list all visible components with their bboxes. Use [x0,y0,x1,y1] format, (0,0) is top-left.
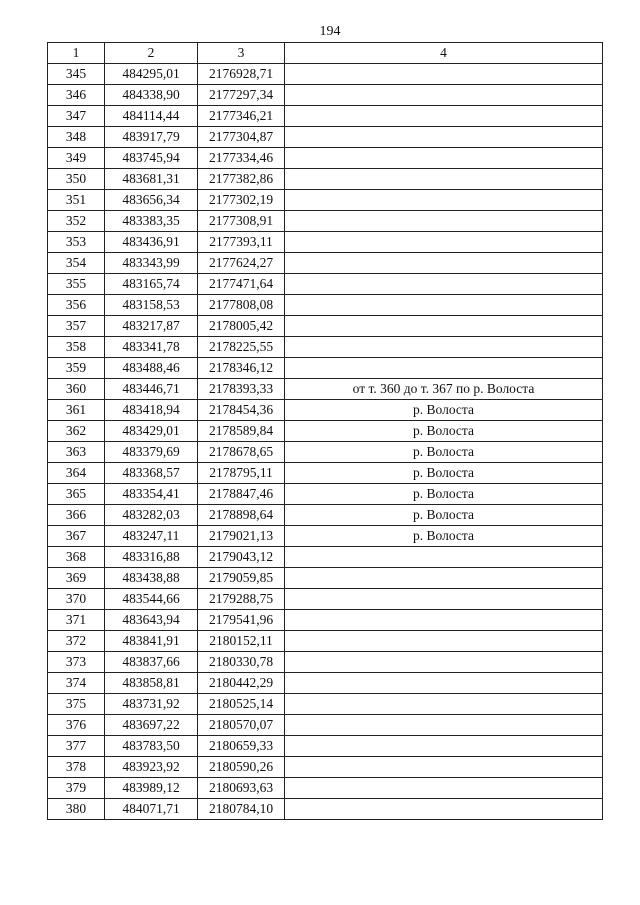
description-cell: р. Волоста [285,505,603,526]
point-number-cell: 368 [48,547,105,568]
x-coordinate-cell: 483247,11 [105,526,198,547]
column-header-point-number: 1 [48,43,105,64]
table-row [48,757,603,778]
description-cell [285,316,603,337]
x-coordinate-cell: 484338,90 [105,85,198,106]
table-row [48,421,603,442]
table-row [48,463,603,484]
x-coordinate-cell: 483368,57 [105,463,198,484]
x-coordinate-cell: 483745,94 [105,148,198,169]
description-cell: р. Волоста [285,421,603,442]
y-coordinate-cell: 2177308,91 [198,211,285,232]
point-number-cell: 367 [48,526,105,547]
point-number-cell: 369 [48,568,105,589]
x-coordinate-cell: 483158,53 [105,295,198,316]
description-cell [285,610,603,631]
table-row [48,526,603,547]
point-number-cell: 360 [48,379,105,400]
column-header-x: 2 [105,43,198,64]
point-number-cell: 373 [48,652,105,673]
description-cell [285,211,603,232]
table-row [48,568,603,589]
description-cell [285,64,603,85]
description-cell [285,715,603,736]
point-number-cell: 370 [48,589,105,610]
x-coordinate-cell: 483316,88 [105,547,198,568]
table-row [48,799,603,820]
x-coordinate-cell: 483429,01 [105,421,198,442]
coordinates-table [47,42,603,820]
y-coordinate-cell: 2180590,26 [198,757,285,778]
x-coordinate-cell: 483643,94 [105,610,198,631]
y-coordinate-cell: 2178346,12 [198,358,285,379]
point-number-cell: 380 [48,799,105,820]
y-coordinate-cell: 2176928,71 [198,64,285,85]
point-number-cell: 358 [48,337,105,358]
table-row [48,316,603,337]
x-coordinate-cell: 483165,74 [105,274,198,295]
description-cell [285,127,603,148]
y-coordinate-cell: 2180693,63 [198,778,285,799]
x-coordinate-cell: 483446,71 [105,379,198,400]
y-coordinate-cell: 2179059,85 [198,568,285,589]
point-number-cell: 354 [48,253,105,274]
description-cell: р. Волоста [285,484,603,505]
y-coordinate-cell: 2177393,11 [198,232,285,253]
table-row [48,232,603,253]
y-coordinate-cell: 2179021,13 [198,526,285,547]
table-row [48,631,603,652]
table-row [48,127,603,148]
x-coordinate-cell: 483282,03 [105,505,198,526]
x-coordinate-cell: 483544,66 [105,589,198,610]
description-cell [285,631,603,652]
table-row [48,484,603,505]
y-coordinate-cell: 2180784,10 [198,799,285,820]
x-coordinate-cell: 483697,22 [105,715,198,736]
point-number-cell: 365 [48,484,105,505]
table-row [48,610,603,631]
description-cell [285,253,603,274]
x-coordinate-cell: 483731,92 [105,694,198,715]
description-cell [285,337,603,358]
y-coordinate-cell: 2178005,42 [198,316,285,337]
column-header-y: 3 [198,43,285,64]
description-cell [285,799,603,820]
point-number-cell: 352 [48,211,105,232]
description-cell [285,757,603,778]
y-coordinate-cell: 2179288,75 [198,589,285,610]
table-row [48,337,603,358]
x-coordinate-cell: 483418,94 [105,400,198,421]
point-number-cell: 371 [48,610,105,631]
table-row [48,442,603,463]
y-coordinate-cell: 2180442,29 [198,673,285,694]
y-coordinate-cell: 2180570,07 [198,715,285,736]
x-coordinate-cell: 483341,78 [105,337,198,358]
table-row [48,505,603,526]
point-number-cell: 351 [48,190,105,211]
table-row [48,715,603,736]
description-cell [285,85,603,106]
description-cell [285,673,603,694]
table-row [48,148,603,169]
y-coordinate-cell: 2178225,55 [198,337,285,358]
x-coordinate-cell: 483989,12 [105,778,198,799]
table-row [48,295,603,316]
table-row [48,694,603,715]
description-cell: р. Волоста [285,463,603,484]
description-cell [285,568,603,589]
point-number-cell: 379 [48,778,105,799]
description-cell: от т. 360 до т. 367 по р. Волоста [285,379,603,400]
y-coordinate-cell: 2178678,65 [198,442,285,463]
table-row [48,400,603,421]
point-number-cell: 350 [48,169,105,190]
point-number-cell: 378 [48,757,105,778]
description-cell [285,232,603,253]
y-coordinate-cell: 2180659,33 [198,736,285,757]
table-row [48,778,603,799]
x-coordinate-cell: 484071,71 [105,799,198,820]
point-number-cell: 356 [48,295,105,316]
table-row [48,673,603,694]
y-coordinate-cell: 2177382,86 [198,169,285,190]
x-coordinate-cell: 483783,50 [105,736,198,757]
description-cell: р. Волоста [285,526,603,547]
x-coordinate-cell: 483837,66 [105,652,198,673]
description-cell [285,274,603,295]
point-number-cell: 357 [48,316,105,337]
y-coordinate-cell: 2179043,12 [198,547,285,568]
table-row [48,358,603,379]
y-coordinate-cell: 2177471,64 [198,274,285,295]
y-coordinate-cell: 2178898,64 [198,505,285,526]
x-coordinate-cell: 483917,79 [105,127,198,148]
x-coordinate-cell: 483858,81 [105,673,198,694]
description-cell [285,778,603,799]
y-coordinate-cell: 2177302,19 [198,190,285,211]
point-number-cell: 355 [48,274,105,295]
y-coordinate-cell: 2180330,78 [198,652,285,673]
table-row [48,589,603,610]
table-row [48,64,603,85]
point-number-cell: 372 [48,631,105,652]
description-cell [285,169,603,190]
x-coordinate-cell: 483923,92 [105,757,198,778]
table-body [48,64,603,820]
table-row [48,85,603,106]
x-coordinate-cell: 483343,99 [105,253,198,274]
y-coordinate-cell: 2177624,27 [198,253,285,274]
x-coordinate-cell: 483379,69 [105,442,198,463]
description-cell [285,148,603,169]
point-number-cell: 376 [48,715,105,736]
x-coordinate-cell: 483217,87 [105,316,198,337]
description-cell [285,736,603,757]
y-coordinate-cell: 2178795,11 [198,463,285,484]
point-number-cell: 353 [48,232,105,253]
point-number-cell: 359 [48,358,105,379]
table-row [48,106,603,127]
y-coordinate-cell: 2178589,84 [198,421,285,442]
point-number-cell: 349 [48,148,105,169]
x-coordinate-cell: 483681,31 [105,169,198,190]
point-number-cell: 366 [48,505,105,526]
x-coordinate-cell: 484114,44 [105,106,198,127]
x-coordinate-cell: 483841,91 [105,631,198,652]
point-number-cell: 364 [48,463,105,484]
x-coordinate-cell: 483354,41 [105,484,198,505]
y-coordinate-cell: 2177808,08 [198,295,285,316]
y-coordinate-cell: 2177334,46 [198,148,285,169]
x-coordinate-cell: 484295,01 [105,64,198,85]
y-coordinate-cell: 2178454,36 [198,400,285,421]
point-number-cell: 377 [48,736,105,757]
point-number-cell: 347 [48,106,105,127]
y-coordinate-cell: 2177304,87 [198,127,285,148]
point-number-cell: 346 [48,85,105,106]
x-coordinate-cell: 483438,88 [105,568,198,589]
description-cell [285,358,603,379]
table-row [48,169,603,190]
table-row [48,652,603,673]
column-header-description: 4 [285,43,603,64]
x-coordinate-cell: 483436,91 [105,232,198,253]
point-number-cell: 362 [48,421,105,442]
y-coordinate-cell: 2180525,14 [198,694,285,715]
description-cell: р. Волоста [285,400,603,421]
point-number-cell: 374 [48,673,105,694]
description-cell [285,547,603,568]
description-cell [285,106,603,127]
table-row [48,379,603,400]
point-number-cell: 361 [48,400,105,421]
y-coordinate-cell: 2177297,34 [198,85,285,106]
point-number-cell: 345 [48,64,105,85]
y-coordinate-cell: 2180152,11 [198,631,285,652]
table-row [48,274,603,295]
description-cell: р. Волоста [285,442,603,463]
x-coordinate-cell: 483656,34 [105,190,198,211]
table-row [48,547,603,568]
table-row [48,736,603,757]
table-row [48,211,603,232]
table-row [48,190,603,211]
description-cell [285,589,603,610]
point-number-cell: 363 [48,442,105,463]
y-coordinate-cell: 2178847,46 [198,484,285,505]
y-coordinate-cell: 2178393,33 [198,379,285,400]
description-cell [285,295,603,316]
table-header-row [48,43,603,64]
point-number-cell: 375 [48,694,105,715]
table-row [48,253,603,274]
y-coordinate-cell: 2177346,21 [198,106,285,127]
page-number: 194 [319,24,341,39]
x-coordinate-cell: 483383,35 [105,211,198,232]
description-cell [285,652,603,673]
y-coordinate-cell: 2179541,96 [198,610,285,631]
description-cell [285,694,603,715]
point-number-cell: 348 [48,127,105,148]
x-coordinate-cell: 483488,46 [105,358,198,379]
description-cell [285,190,603,211]
